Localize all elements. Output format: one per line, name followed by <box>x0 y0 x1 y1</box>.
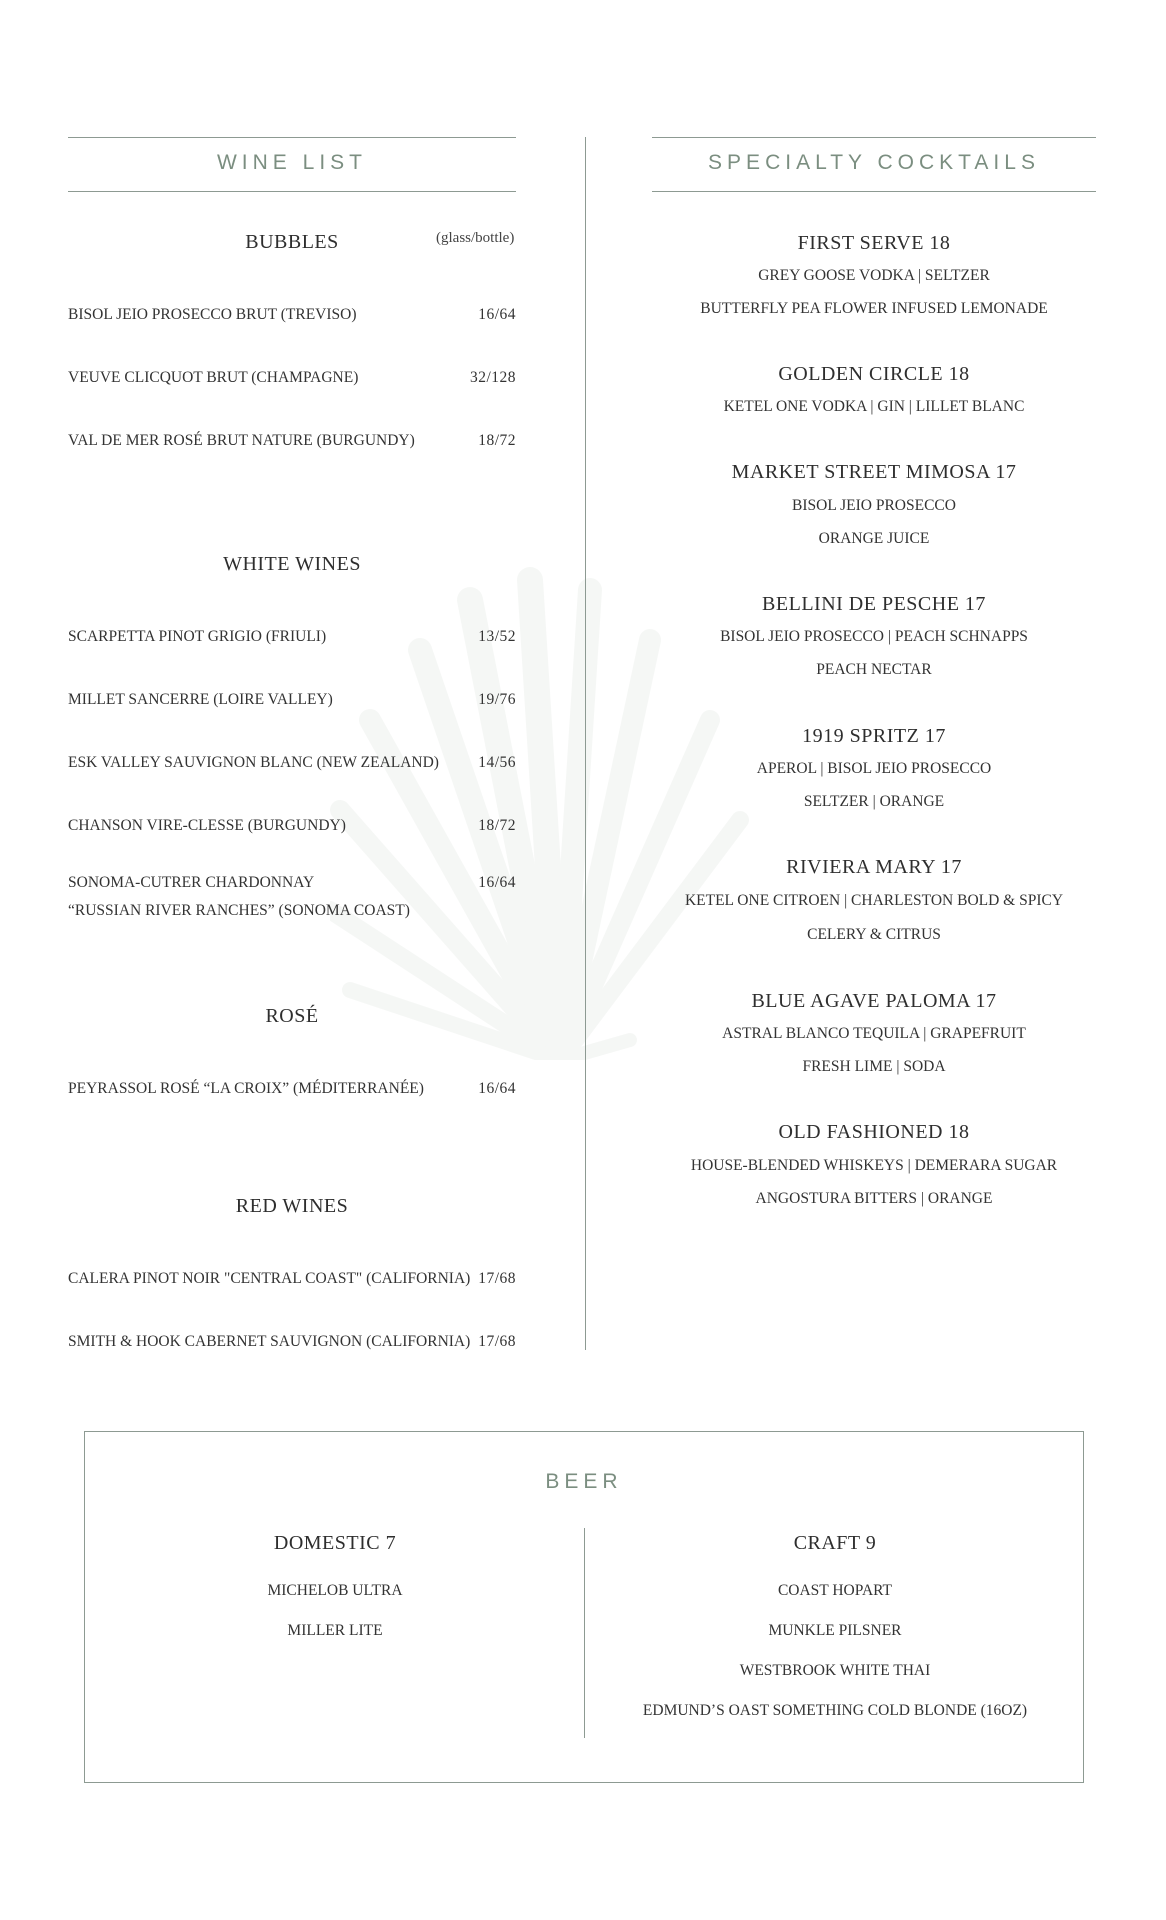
cocktail-ingredients: BISOL JEIO PROSECCO <box>792 497 956 514</box>
cocktail-name: OLD FASHIONED 18 <box>778 1121 970 1143</box>
glass-bottle-note: (glass/bottle) <box>436 230 515 246</box>
cocktails-title: SPECIALTY COCKTAILS <box>708 151 1040 174</box>
wine-price: 18/72 <box>478 817 516 834</box>
beer-title: BEER <box>545 1470 623 1493</box>
cocktail-name: MARKET STREET MIMOSA 17 <box>731 461 1017 483</box>
cocktail-name: 1919 SPRITZ 17 <box>802 725 946 747</box>
column-divider <box>585 137 586 1350</box>
beer-heading-craft: CRAFT 9 <box>793 1532 877 1554</box>
cocktail-name: BELLINI DE PESCHE 17 <box>762 593 986 615</box>
wine-name-line-2: “RUSSIAN RIVER RANCHES” (SONOMA COAST) <box>68 902 410 919</box>
cocktail-ingredients: KETEL ONE VODKA | GIN | LILLET BLANC <box>723 398 1025 415</box>
cocktail-ingredients: BUTTERFLY PEA FLOWER INFUSED LEMONADE <box>700 300 1048 317</box>
cocktail-ingredients: ANGOSTURA BITTERS | ORANGE <box>755 1190 993 1207</box>
wine-price: 19/76 <box>478 691 516 708</box>
beer-item: MUNKLE PILSNER <box>768 1622 902 1639</box>
section-heading-red-wines: RED WINES <box>235 1195 349 1217</box>
beer-item: COAST HOPART <box>777 1582 893 1599</box>
section-heading-bubbles: BUBBLES <box>245 231 339 253</box>
cocktail-ingredients: ASTRAL BLANCO TEQUILA | GRAPEFRUIT <box>722 1025 1026 1042</box>
wine-price: 17/68 <box>478 1270 516 1287</box>
cocktail-ingredients: ORANGE JUICE <box>818 530 930 547</box>
wine-name: SMITH & HOOK CABERNET SAUVIGNON (CALIFORNIA) <box>68 1333 471 1350</box>
wine-name: SONOMA-CUTRER CHARDONNAY <box>68 874 315 891</box>
cocktail-name: GOLDEN CIRCLE 18 <box>778 363 970 385</box>
wine-name: VEUVE CLICQUOT BRUT (CHAMPAGNE) <box>68 369 359 386</box>
cocktail-ingredients: KETEL ONE CITROEN | CHARLESTON BOLD & SPICY <box>684 892 1064 909</box>
wine-list-top-rule <box>68 137 516 138</box>
cocktail-ingredients: APEROL | BISOL JEIO PROSECCO <box>756 760 992 777</box>
wine-price: 13/52 <box>478 628 516 645</box>
wine-list-bottom-rule <box>68 191 516 192</box>
cocktail-ingredients: FRESH LIME | SODA <box>802 1058 946 1075</box>
wine-list-title: WINE LIST <box>216 151 367 174</box>
cocktails-top-rule <box>652 137 1096 138</box>
wine-price: 16/64 <box>478 1080 516 1097</box>
beer-heading-domestic: DOMESTIC 7 <box>273 1532 397 1554</box>
wine-name: MILLET SANCERRE (LOIRE VALLEY) <box>68 691 333 708</box>
cocktail-name: BLUE AGAVE PALOMA 17 <box>751 990 997 1012</box>
cocktail-ingredients: GREY GOOSE VODKA | SELTZER <box>758 267 990 284</box>
wine-name: VAL DE MER ROSÉ BRUT NATURE (BURGUNDY) <box>68 432 415 449</box>
wine-price: 14/56 <box>478 754 516 771</box>
beer-item: WESTBROOK WHITE THAI <box>739 1662 931 1679</box>
cocktail-ingredients: SELTZER | ORANGE <box>803 793 945 810</box>
cocktail-ingredients: HOUSE-BLENDED WHISKEYS | DEMERARA SUGAR <box>690 1157 1058 1174</box>
wine-name: PEYRASSOL ROSÉ “LA CROIX” (MÉDITERRANÉE) <box>68 1080 424 1097</box>
wine-name: CHANSON VIRE-CLESSE (BURGUNDY) <box>68 817 346 834</box>
wine-name: SCARPETTA PINOT GRIGIO (FRIULI) <box>68 628 327 645</box>
section-heading-rose: ROSÉ <box>265 1005 319 1027</box>
wine-price: 18/72 <box>478 432 516 449</box>
beer-item: EDMUND’S OAST SOMETHING COLD BLONDE (16OZ) <box>642 1702 1028 1719</box>
section-heading-white-wines: WHITE WINES <box>223 553 361 575</box>
wine-price: 17/68 <box>478 1333 516 1350</box>
cocktail-ingredients: CELERY & CITRUS <box>807 926 941 943</box>
beer-section <box>84 1431 1084 1783</box>
wine-name: ESK VALLEY SAUVIGNON BLANC (NEW ZEALAND) <box>68 754 439 771</box>
cocktail-name: RIVIERA MARY 17 <box>786 856 962 878</box>
beer-item: MILLER LITE <box>287 1622 383 1639</box>
wine-price: 16/64 <box>478 306 516 323</box>
wine-price: 16/64 <box>478 874 516 891</box>
wine-name: CALERA PINOT NOIR "CENTRAL COAST" (CALIFORNIA) <box>68 1270 471 1287</box>
wine-price: 32/128 <box>469 369 516 386</box>
cocktail-name: FIRST SERVE 18 <box>797 232 951 254</box>
beer-item: MICHELOB ULTRA <box>267 1582 403 1599</box>
cocktail-ingredients: BISOL JEIO PROSECCO | PEACH SCHNAPPS <box>720 628 1028 645</box>
cocktail-ingredients: PEACH NECTAR <box>816 661 932 678</box>
cocktails-bottom-rule <box>652 191 1096 192</box>
wine-name: BISOL JEIO PROSECCO BRUT (TREVISO) <box>68 306 357 323</box>
